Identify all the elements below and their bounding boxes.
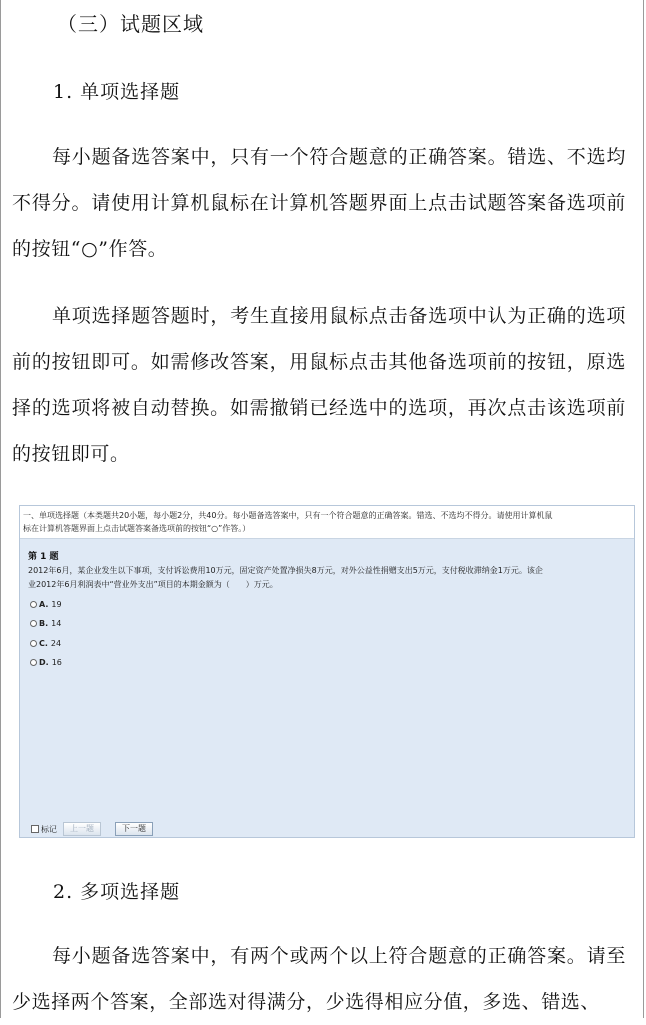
question-text [28, 564, 628, 592]
exam-header-line2: 标在计算机答题界面上点击试题答案备选项前的按钮“○”作答。） [23, 524, 251, 533]
option-a[interactable] [30, 600, 62, 609]
exam-header [20, 506, 634, 539]
option-d[interactable] [30, 658, 62, 667]
paragraph-multiple-choice-rules: 每小题备选答案中，有两个或两个以上符合题意的正确答案。请至少选择两个答案，全部选对得满分，少选得相应分值，多选、错选、 [12, 945, 626, 1013]
option-c[interactable] [30, 639, 61, 648]
option-b[interactable] [30, 619, 61, 628]
option-letter: B. [39, 619, 49, 628]
next-question-button[interactable]: 下一题 [115, 822, 153, 836]
question-line1: 2012年6月，某企业发生以下事项，支付诉讼费用10万元，固定资产处置净损失8万元，对外公益性捐赠支出5万元，支付税收滞纳金1万元。该企 [28, 566, 543, 575]
subheading-multiple-choice: 2. 多项选择题 [53, 881, 181, 903]
question-line2: 业2012年6月利润表中“营业外支出”项目的本期金额为（ ）万元。 [28, 580, 278, 589]
mark-label: 标记 [41, 824, 57, 834]
option-value: 14 [51, 619, 62, 628]
option-letter: D. [39, 658, 49, 667]
prev-question-button[interactable]: 上一题 [63, 822, 101, 836]
option-value: 24 [50, 639, 62, 648]
subheading-single-choice: 1. 单项选择题 [53, 81, 181, 103]
exam-header-line1: 一、单项选择题（本类题共20小题，每小题2分，共40分。每小题备选答案中，只有一个符合题意的正确答案。错选、不选均不得分。请使用计算机鼠 [23, 511, 553, 520]
option-value: 16 [51, 658, 62, 667]
option-letter: C. [39, 639, 48, 648]
question-title: 第 1 题 [28, 552, 59, 562]
exam-screenshot [19, 505, 635, 838]
radio-icon[interactable] [30, 601, 37, 608]
mark-checkbox[interactable] [31, 825, 39, 833]
option-letter: A. [39, 600, 49, 609]
paragraph-answer-instructions: 单项选择题答题时，考生直接用鼠标点击备选项中认为正确的选项前的按钮即可。如需修改答案，用鼠标点击其他备选项前的按钮，原选择的选项将被自动替换。如需撤销已经选中的选项，再次点击该选项前的按钮即可。 [12, 305, 626, 465]
section-heading: （三）试题区域 [57, 12, 204, 36]
radio-icon[interactable] [30, 620, 37, 627]
radio-icon[interactable] [30, 659, 37, 666]
paragraph-answer-rules: 每小题备选答案中，只有一个符合题意的正确答案。错选、不选均不得分。请使用计算机鼠标在计算机答题界面上点击试题答案备选项前的按钮“○”作答。 [12, 146, 626, 260]
radio-icon[interactable] [30, 640, 37, 647]
exam-footer [31, 822, 153, 836]
option-value: 19 [51, 600, 62, 609]
